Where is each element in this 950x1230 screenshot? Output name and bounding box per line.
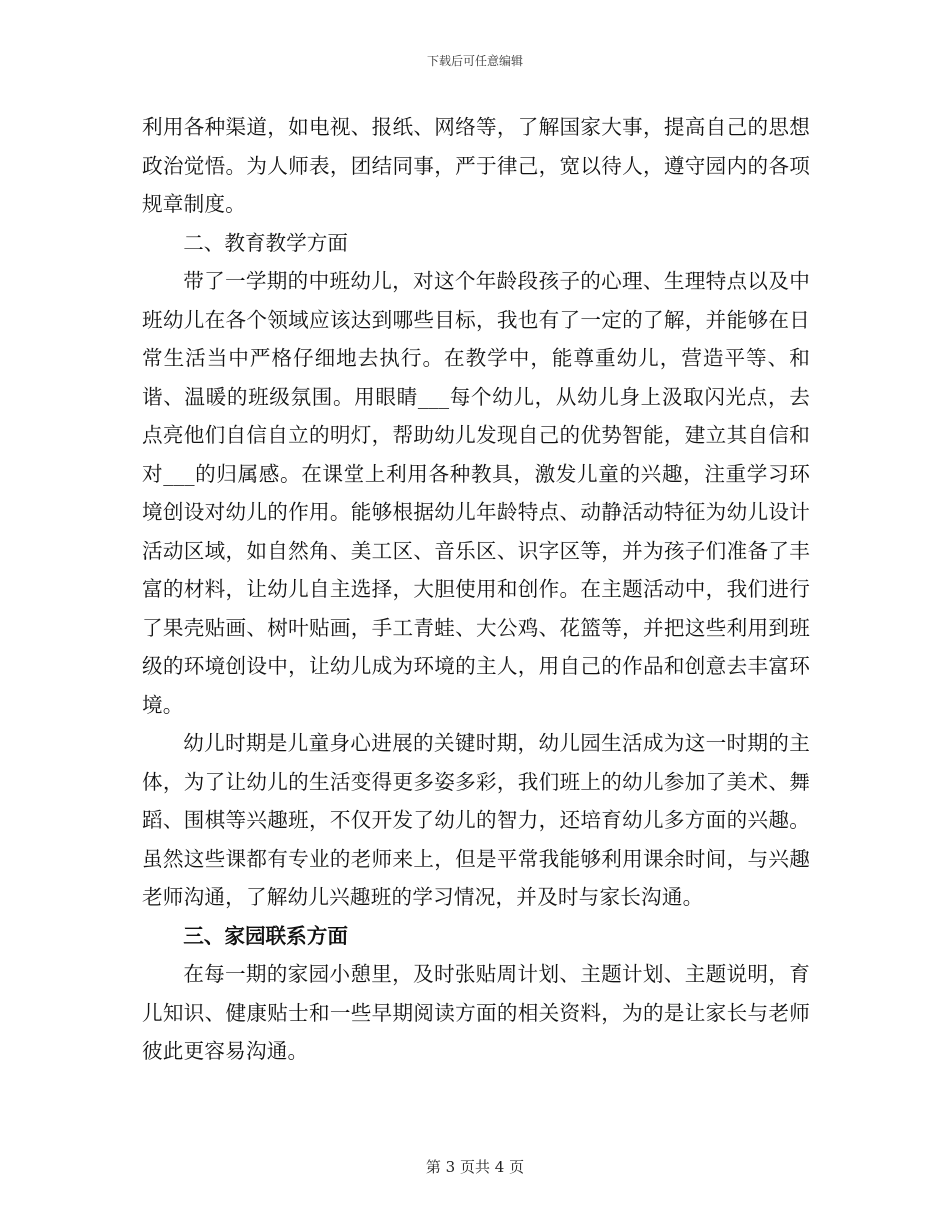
paragraph-home-school: 在每一期的家园小憩里，及时张贴周计划、主题计划、主题说明，育儿知识、健康贴士和一些早期阅读方面的相关资料，为的是让家长与老师彼此更容易沟通。 — [142, 962, 810, 1063]
page-number: 第 3 页共 4 页 — [425, 1158, 525, 1176]
document-body — [142, 108, 810, 1071]
section-heading-teaching: 二、教育教学方面 — [183, 230, 348, 255]
section-heading-home-school: 三、家园联系方面 — [183, 923, 348, 948]
paragraph-political-awareness: 利用各种渠道，如电视、报纸、网络等，了解国家大事，提高自己的思想政治觉悟。为人师表，团结同事，严于律己，宽以待人，遵守园内的各项规章制度。 — [142, 115, 810, 216]
paragraph-teaching: 带了一学期的中班幼儿，对这个年龄段孩子的心理、生理特点以及中班幼儿在各个领域应该达到哪些目标，我也有了一定的了解，并能够在日常生活当中严格仔细地去执行。在教学中，能尊重幼儿，营造平等、和谐、温暖的班级氛围。用眼睛___每个幼儿，从幼儿身上汲取闪光点，去点亮他们自信自立的明灯，帮助幼儿发现自己的优势智能，建立其自信和对___的归属感。在课堂上利用各种教具，激发儿童的兴趣，注重学习环境创设对幼儿的作用。能够根据幼儿年龄特点、动静活动特征为幼儿设计活动区域，如自然角、美工区、音乐区、识字区等，并为孩子们准备了丰富的材料，让幼儿自主选择，大胆使用和创作。在主题活动中，我们进行了果壳贴画、树叶贴画，手工青蛙、大公鸡、花篮等，并把这些利用到班级的环境创设中，让幼儿成为环境的主人，用自己的作品和创意去丰富环境。 — [142, 269, 810, 717]
page-header: 下载后可任意编辑 — [426, 54, 523, 68]
paragraph-interest-classes: 幼儿时期是儿童身心进展的关键时期，幼儿园生活成为这一时期的主体，为了让幼儿的生活变得更多姿多彩，我们班上的幼儿参加了美术、舞蹈、围棋等兴趣班，不仅开发了幼儿的智力，还培育幼儿多方面的兴趣。虽然这些课都有专业的老师来上，但是平常我能够利用课余时间，与兴趣老师沟通，了解幼儿兴趣班的学习情况，并及时与家长沟通。 — [142, 731, 810, 909]
